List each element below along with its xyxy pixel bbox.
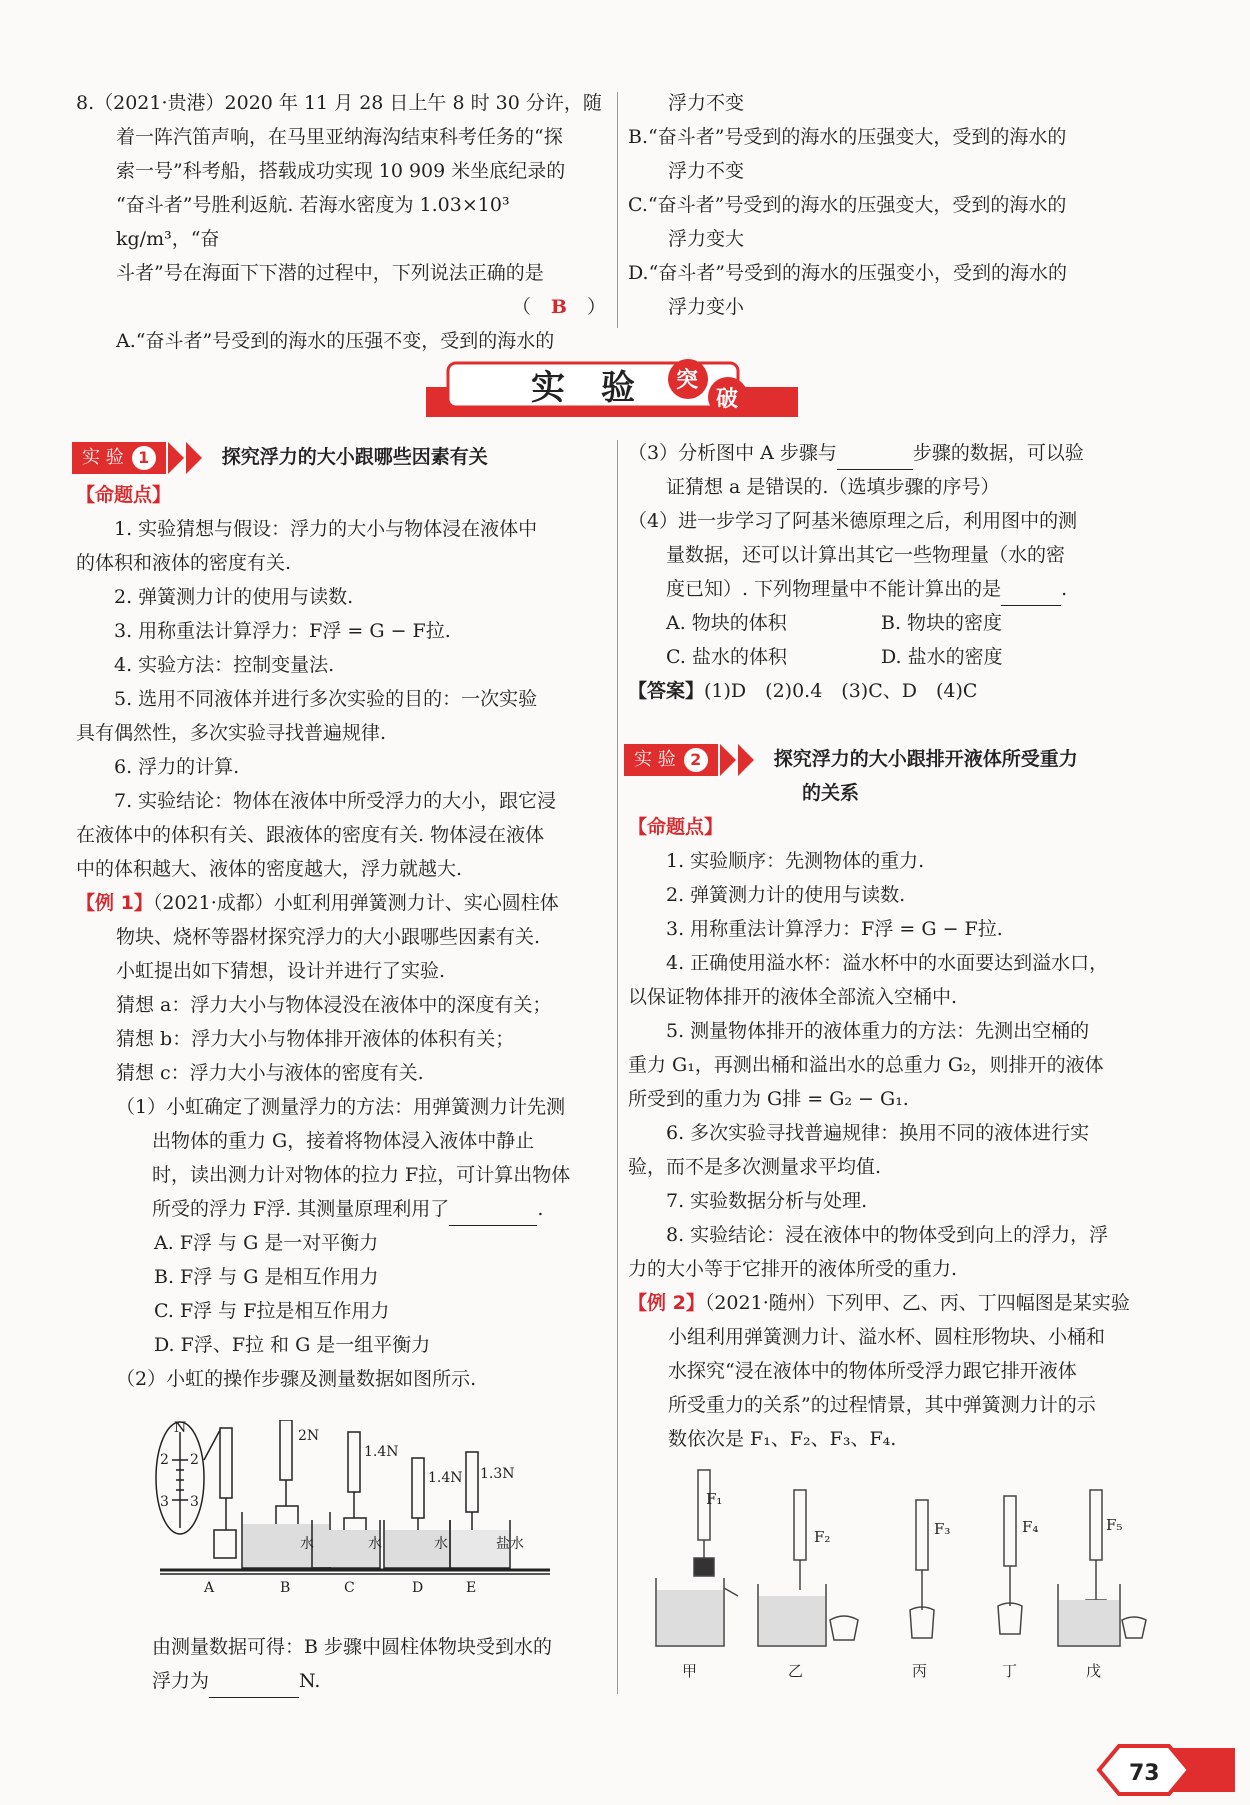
banner-text-2: 验	[601, 368, 635, 408]
example-2-line: 所受重力的关系”的过程情景，其中弹簧测力计的示	[668, 1394, 1096, 1416]
q1-option-c: C. F浮 与 F拉是相互作用力	[154, 1300, 390, 1322]
figure-label-wu: 戊	[1086, 1662, 1102, 1680]
q2-line: （2）小虹的操作步骤及测量数据如图所示.	[116, 1368, 477, 1390]
exp2-title-cont: 的关系	[802, 782, 860, 804]
figure-label-yi: 乙	[788, 1662, 804, 1680]
zoom-tick-label: 2	[190, 1452, 199, 1468]
spring-scale-e	[466, 1452, 478, 1512]
q8-option-c-cont: 浮力变大	[668, 228, 745, 250]
exp2-point: 以保证物体排开的液体全部流入空桶中.	[628, 986, 958, 1008]
q1-line: 出物体的重力 G，接着将物体浸入液体中静止	[152, 1130, 535, 1152]
question-8	[76, 86, 606, 358]
banner-badge-1: 突	[676, 368, 699, 393]
exp2-point: 所受到的重力为 G排 = G₂ − G₁.	[628, 1088, 909, 1110]
q8-option-b-cont: 浮力不变	[668, 160, 745, 182]
force-label-1: F₁	[706, 1490, 723, 1508]
exp2-point: 3. 用称重法计算浮力：F浮 = G − F拉.	[666, 918, 1003, 940]
figure-jia	[656, 1470, 738, 1680]
force-label-4: F₄	[1022, 1518, 1039, 1536]
q8-option-d-cont: 浮力变小	[668, 296, 745, 318]
q4-options-row	[628, 606, 1148, 640]
q1-option-a: A. F浮 与 G 是一对平衡力	[154, 1232, 379, 1254]
step-label-e: E	[466, 1580, 477, 1596]
page-number: 73	[1129, 1761, 1160, 1786]
example-1-line: 猜想 b：浮力大小与物体排开液体的体积有关；	[116, 1028, 515, 1050]
zoom-tick-label: 3	[160, 1494, 169, 1510]
q1-line: （1）小虹确定了测量浮力的方法：用弹簧测力计先测	[116, 1096, 566, 1118]
q8-line: “奋斗者”号胜利返航. 若海水密度为 1.03×10³ kg/m³，“奋	[116, 194, 510, 250]
q8-line: 8.（2021·贵港）2020 年 11 月 28 日上午 8 时 30 分许，随	[76, 92, 602, 114]
example-1-line: 猜想 a：浮力大小与物体浸没在液体中的深度有关；	[116, 994, 552, 1016]
block-a	[214, 1530, 236, 1558]
q2-result-line: 由测量数据可得：B 步骤中圆柱体物块受到水的	[152, 1636, 553, 1658]
exp1-point: 在液体中的体积有关、跟液体的密度有关. 物体浸在液体	[76, 824, 545, 846]
q8-option-b: B.“奋斗者”号受到的海水的压强变大，受到的海水的	[628, 126, 1067, 148]
exp1-point: 中的体积越大、液体的密度越大，浮力就越大.	[76, 858, 463, 880]
exp1-point: 1. 实验猜想与假设：浮力的大小与物体浸在液体中	[114, 518, 538, 540]
step-label-a: A	[204, 1580, 215, 1596]
q1-option-b: B. F浮 与 G 是相互作用力	[154, 1266, 379, 1288]
exp1-point: 的体积和液体的密度有关.	[76, 552, 292, 574]
exp2-point: 4. 正确使用溢水杯：溢水杯中的水面要达到溢水口，	[666, 952, 1109, 974]
q1-line: 时，读出测力计对物体的拉力 F拉，可计算出物体	[152, 1164, 571, 1186]
exp2-title: 探究浮力的大小跟排开液体所受重力	[773, 748, 1078, 770]
spring-scale-a	[220, 1428, 232, 1498]
q3-line: 证猜想 a 是错误的.（选填步骤的序号）	[666, 476, 1000, 498]
spring-scale-b	[280, 1420, 292, 1480]
q4-line: 量数据，还可以计算出其它一些物理量（水的密	[666, 544, 1066, 566]
exp1-point: 5. 选用不同液体并进行多次实验的目的：一次实验	[114, 688, 538, 710]
example-2-line: 小组利用弹簧测力计、溢水杯、圆柱形物块、小桶和	[668, 1326, 1106, 1348]
step-label-b: B	[280, 1580, 291, 1596]
q4-option-d: D. 盐水的密度	[881, 646, 1003, 668]
zoom-tick-label: 3	[190, 1494, 199, 1510]
figure-yi	[758, 1490, 858, 1680]
exp2-header	[624, 742, 1148, 776]
q8-answer: B	[550, 296, 567, 318]
q1-line: 所受的浮力 F浮. 其测量原理利用了 .	[76, 1192, 606, 1226]
exp2-figure	[648, 1450, 1148, 1690]
figure-label-jia: 甲	[682, 1662, 698, 1680]
reading-c: 1.4N	[364, 1444, 399, 1460]
q4-options-row	[628, 640, 1148, 674]
figure-label-ding: 丁	[1002, 1662, 1018, 1680]
example-1-line: 物块、烧杯等器材探究浮力的大小跟哪些因素有关.	[116, 926, 541, 948]
q8-line: 索一号”科考船，搭载成功实现 10 909 米坐底纪录的	[116, 160, 566, 182]
q8-option-a: A.“奋斗者”号受到的海水的压强不变，受到的海水的	[116, 330, 555, 352]
q4-option-b: B. 物块的密度	[881, 612, 1003, 634]
example-2-line: 数依次是 F₁、F₂、F₃、F₄.	[668, 1428, 897, 1450]
q2-result-line: 浮力为 N.	[76, 1664, 606, 1698]
exp1-answer: 【答案】(1)D (2)0.4 (3)C、D (4)C	[628, 680, 978, 702]
q2-result	[76, 1630, 606, 1698]
exp2-point: 8. 实验结论：浸在液体中的物体受到向上的浮力，浮	[666, 1224, 1109, 1246]
force-label-5: F₅	[1106, 1516, 1123, 1534]
q8-option-c: C.“奋斗者”号受到的海水的压强变大，受到的海水的	[628, 194, 1067, 216]
section-banner	[426, 357, 798, 419]
exp2-point: 7. 实验数据分析与处理.	[666, 1190, 868, 1212]
exp1-point: 4. 实验方法：控制变量法.	[114, 654, 335, 676]
q8-line: 着一阵汽笛声响，在马里亚纳海沟结束科考任务的“探	[116, 126, 563, 148]
zoom-unit-label: N	[174, 1420, 187, 1436]
q3-line: （3）分析图中 A 步骤与 步骤的数据，可以验	[628, 436, 1148, 470]
reading-d: 1.4N	[428, 1470, 463, 1486]
liquid-label-e: 盐水	[496, 1536, 524, 1552]
step-label-c: C	[344, 1580, 355, 1596]
force-label-3: F₃	[934, 1520, 951, 1538]
exp1-title: 探究浮力的大小跟哪些因素有关	[221, 446, 488, 468]
exp2-point: 重力 G₁，再测出桶和溢出水的总重力 G₂，则排开的液体	[628, 1054, 1104, 1076]
liquid-label-b: 水	[300, 1536, 314, 1552]
spring-scale-c	[348, 1432, 360, 1492]
exp2-tag: 实 验 2	[624, 744, 754, 776]
step-label-d: D	[412, 1580, 424, 1596]
column-divider	[617, 92, 618, 328]
zoom-tick-label: 2	[160, 1452, 169, 1468]
spring-scale-d	[412, 1458, 424, 1518]
example-2-line: 水探究“浸在液体中的物体所受浮力跟它排开液体	[668, 1360, 1077, 1382]
exp2-points-tag: 【命题点】	[628, 816, 724, 838]
q4-line: 度已知）. 下列物理量中不能计算出的是 .	[628, 572, 1148, 606]
reading-b: 2N	[298, 1428, 320, 1444]
figure-bing	[910, 1500, 950, 1680]
exp1-points-tag: 【命题点】	[76, 484, 172, 506]
figure-label-bing: 丙	[912, 1662, 928, 1680]
exp1-tag: 实 验 1	[72, 442, 202, 474]
figure-ding	[998, 1496, 1038, 1680]
column-divider	[617, 440, 618, 1694]
q1-option-d: D. F浮、F拉 和 G 是一组平衡力	[154, 1334, 431, 1356]
question-8-options	[628, 86, 1148, 324]
force-label-2: F₂	[814, 1528, 831, 1546]
example-1-line: 【例 1】（2021·成都）小虹利用弹簧测力计、实心圆柱体	[76, 892, 559, 914]
banner-text-1: 实	[531, 368, 565, 408]
exp1-point: 3. 用称重法计算浮力：F浮 = G − F拉.	[114, 620, 451, 642]
example-1-line: 小虹提出如下猜想，设计并进行了实验.	[116, 960, 446, 982]
banner-badge-2: 破	[716, 387, 739, 412]
exp2-point: 5. 测量物体排开的液体重力的方法：先测出空桶的	[666, 1020, 1090, 1042]
figure-wu	[1058, 1490, 1146, 1680]
example-1-line: 猜想 c：浮力大小与液体的密度有关.	[116, 1062, 424, 1084]
experiment-1-continued	[628, 436, 1148, 708]
exp2-point: 1. 实验顺序：先测物体的重力.	[666, 850, 925, 872]
exp1-point: 2. 弹簧测力计的使用与读数.	[114, 586, 354, 608]
example-2-line: 【例 2】（2021·随州）下列甲、乙、丙、丁四幅图是某实验	[628, 1292, 1130, 1314]
exp2-point: 6. 多次实验寻找普遍规律：换用不同的液体进行实	[666, 1122, 1090, 1144]
liquid-label-d: 水	[434, 1536, 448, 1552]
exp1-point: 7. 实验结论：物体在液体中所受浮力的大小，跟它浸	[114, 790, 557, 812]
exp1-point: 具有偶然性，多次实验寻找普遍规律.	[76, 722, 387, 744]
q8-answer-paren: （ B ）	[76, 290, 606, 324]
experiment-2	[628, 742, 1148, 1456]
exp2-point: 验，而不是多次测量求平均值.	[628, 1156, 882, 1178]
q8-line: 斗者”号在海面下下潜的过程中，下列说法正确的是	[116, 262, 544, 284]
q8-option-a-cont: 浮力不变	[668, 92, 745, 114]
q4-option-a: A. 物块的体积	[666, 612, 787, 634]
liquid-label-c: 水	[368, 1536, 382, 1552]
exp2-point: 2. 弹簧测力计的使用与读数.	[666, 884, 906, 906]
q8-option-d: D.“奋斗者”号受到的海水的压强变小，受到的海水的	[628, 262, 1068, 284]
exp1-header	[72, 440, 606, 474]
reading-e: 1.3N	[480, 1466, 515, 1482]
experiment-1	[76, 440, 606, 1396]
exp1-figure	[150, 1420, 610, 1620]
q4-option-c: C. 盐水的体积	[666, 646, 787, 668]
exp2-point: 力的大小等于它排开的液体所受的重力.	[628, 1258, 958, 1280]
page-number-badge	[1085, 1742, 1235, 1798]
q4-line: （4）进一步学习了阿基米德原理之后，利用图中的测	[628, 510, 1078, 532]
exp1-point: 6. 浮力的计算.	[114, 756, 240, 778]
